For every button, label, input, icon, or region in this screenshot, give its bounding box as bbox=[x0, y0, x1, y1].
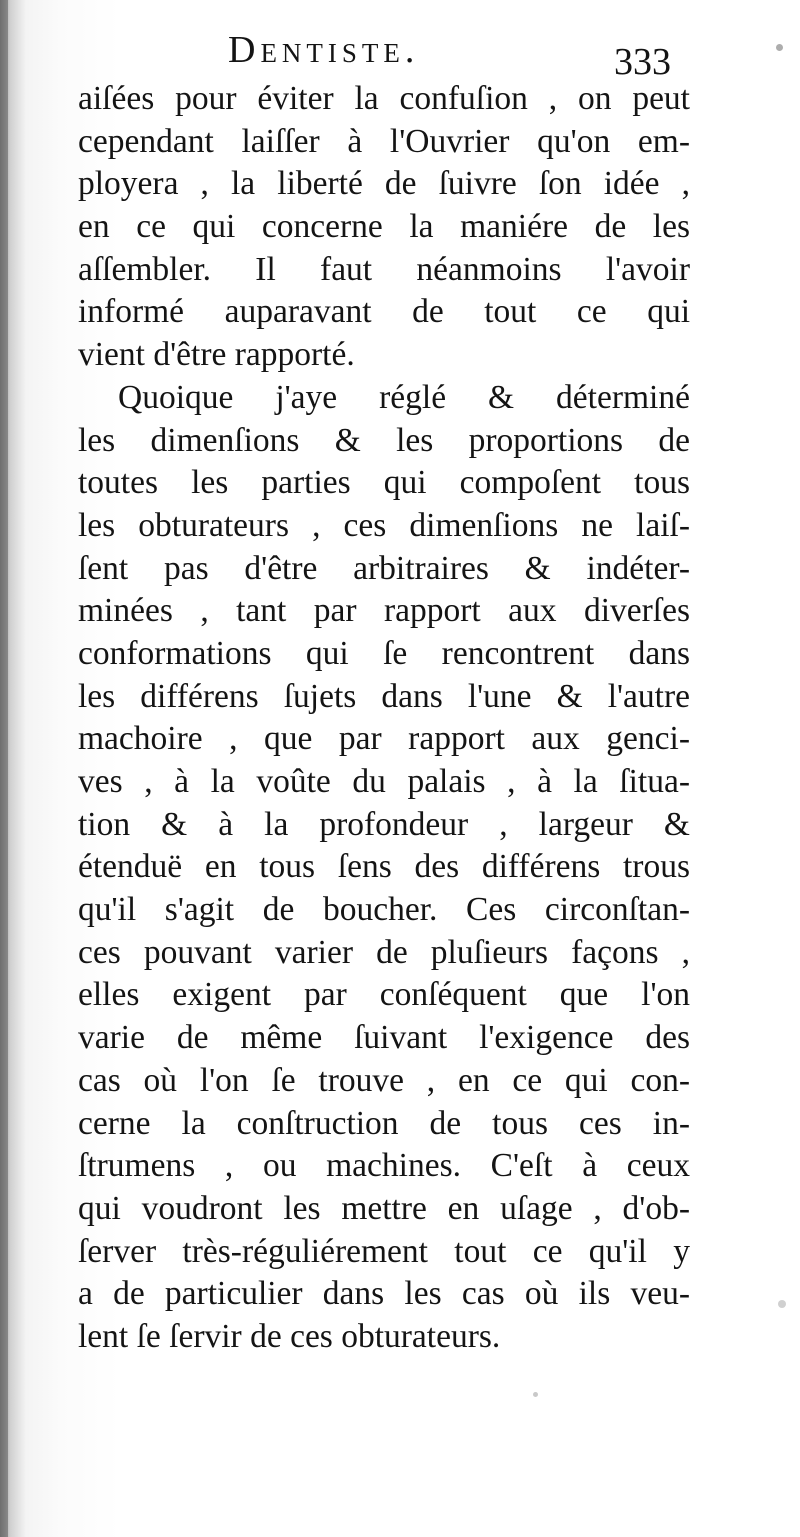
gutter-shadow bbox=[0, 0, 8, 1537]
page-number: 333 bbox=[614, 41, 671, 83]
body-text bbox=[78, 78, 690, 1359]
text-line: ployera , la liberté de ſuivre ſon idée , bbox=[78, 165, 690, 203]
text-line: les différens ſujets dans l'une & l'autre bbox=[78, 677, 690, 715]
text-line: qui voudront les mettre en uſage , d'ob- bbox=[78, 1189, 690, 1227]
text-line: minées , tant par rapport aux diverſes bbox=[78, 592, 690, 630]
text-line: ſent pas d'être arbitraires & indéter- bbox=[78, 549, 690, 587]
text-line: varie de même ſuivant l'exigence des bbox=[78, 1019, 690, 1057]
text-line: les obturateurs , ces dimenſions ne laiſ- bbox=[78, 506, 690, 544]
paper-spot bbox=[776, 44, 783, 51]
text-line: cependant laiſſer à l'Ouvrier qu'on em- bbox=[78, 122, 690, 160]
paper-spot bbox=[533, 1392, 538, 1397]
text-line: les dimenſions & les proportions de bbox=[78, 421, 690, 459]
paragraph-end-line: lent ſe ſervir de ces obturateurs. bbox=[78, 1317, 501, 1355]
text-line: toutes les parties qui compoſent tous bbox=[78, 464, 690, 502]
text-line: qu'il s'agit de boucher. Ces circonſtan- bbox=[78, 891, 690, 929]
text-line: machoire , que par rapport aux genci- bbox=[78, 720, 690, 758]
text-line: conformations qui ſe rencontrent dans bbox=[78, 634, 690, 672]
text-line: tion & à la profondeur , largeur & bbox=[78, 805, 690, 843]
text-line: aſſembler. Il faut néanmoins l'avoir bbox=[78, 250, 690, 288]
text-line: étenduë en tous ſens des différens trous bbox=[78, 848, 690, 886]
text-line: en ce qui concerne la maniére de les bbox=[78, 208, 690, 246]
text-line: ſerver très-réguliérement tout ce qu'il y bbox=[78, 1232, 690, 1270]
text-line: ſtrumens , ou machines. C'eſt à ceux bbox=[78, 1147, 690, 1185]
paper-spot bbox=[778, 1300, 786, 1308]
paragraph-end-line: vient d'être rapporté. bbox=[78, 336, 355, 374]
running-head: Dentiste. bbox=[228, 29, 420, 71]
text-line: cas où l'on ſe trouve , en ce qui con- bbox=[78, 1061, 690, 1099]
text-line: informé auparavant de tout ce qui bbox=[78, 293, 690, 331]
text-line: ves , à la voûte du palais , à la ſitua- bbox=[78, 763, 690, 800]
text-line: aiſées pour éviter la confuſion , on peut bbox=[78, 80, 690, 117]
text-line: ces pouvant varier de pluſieurs façons , bbox=[78, 933, 690, 971]
text-line: a de particulier dans les cas où ils veu- bbox=[78, 1275, 690, 1313]
text-line: cerne la conſtruction de tous ces in- bbox=[78, 1104, 690, 1142]
page-header bbox=[0, 22, 800, 82]
paragraph-start-line: Quoique j'aye réglé & déterminé bbox=[118, 378, 690, 416]
text-line: elles exigent par conſéquent que l'on bbox=[78, 976, 690, 1014]
